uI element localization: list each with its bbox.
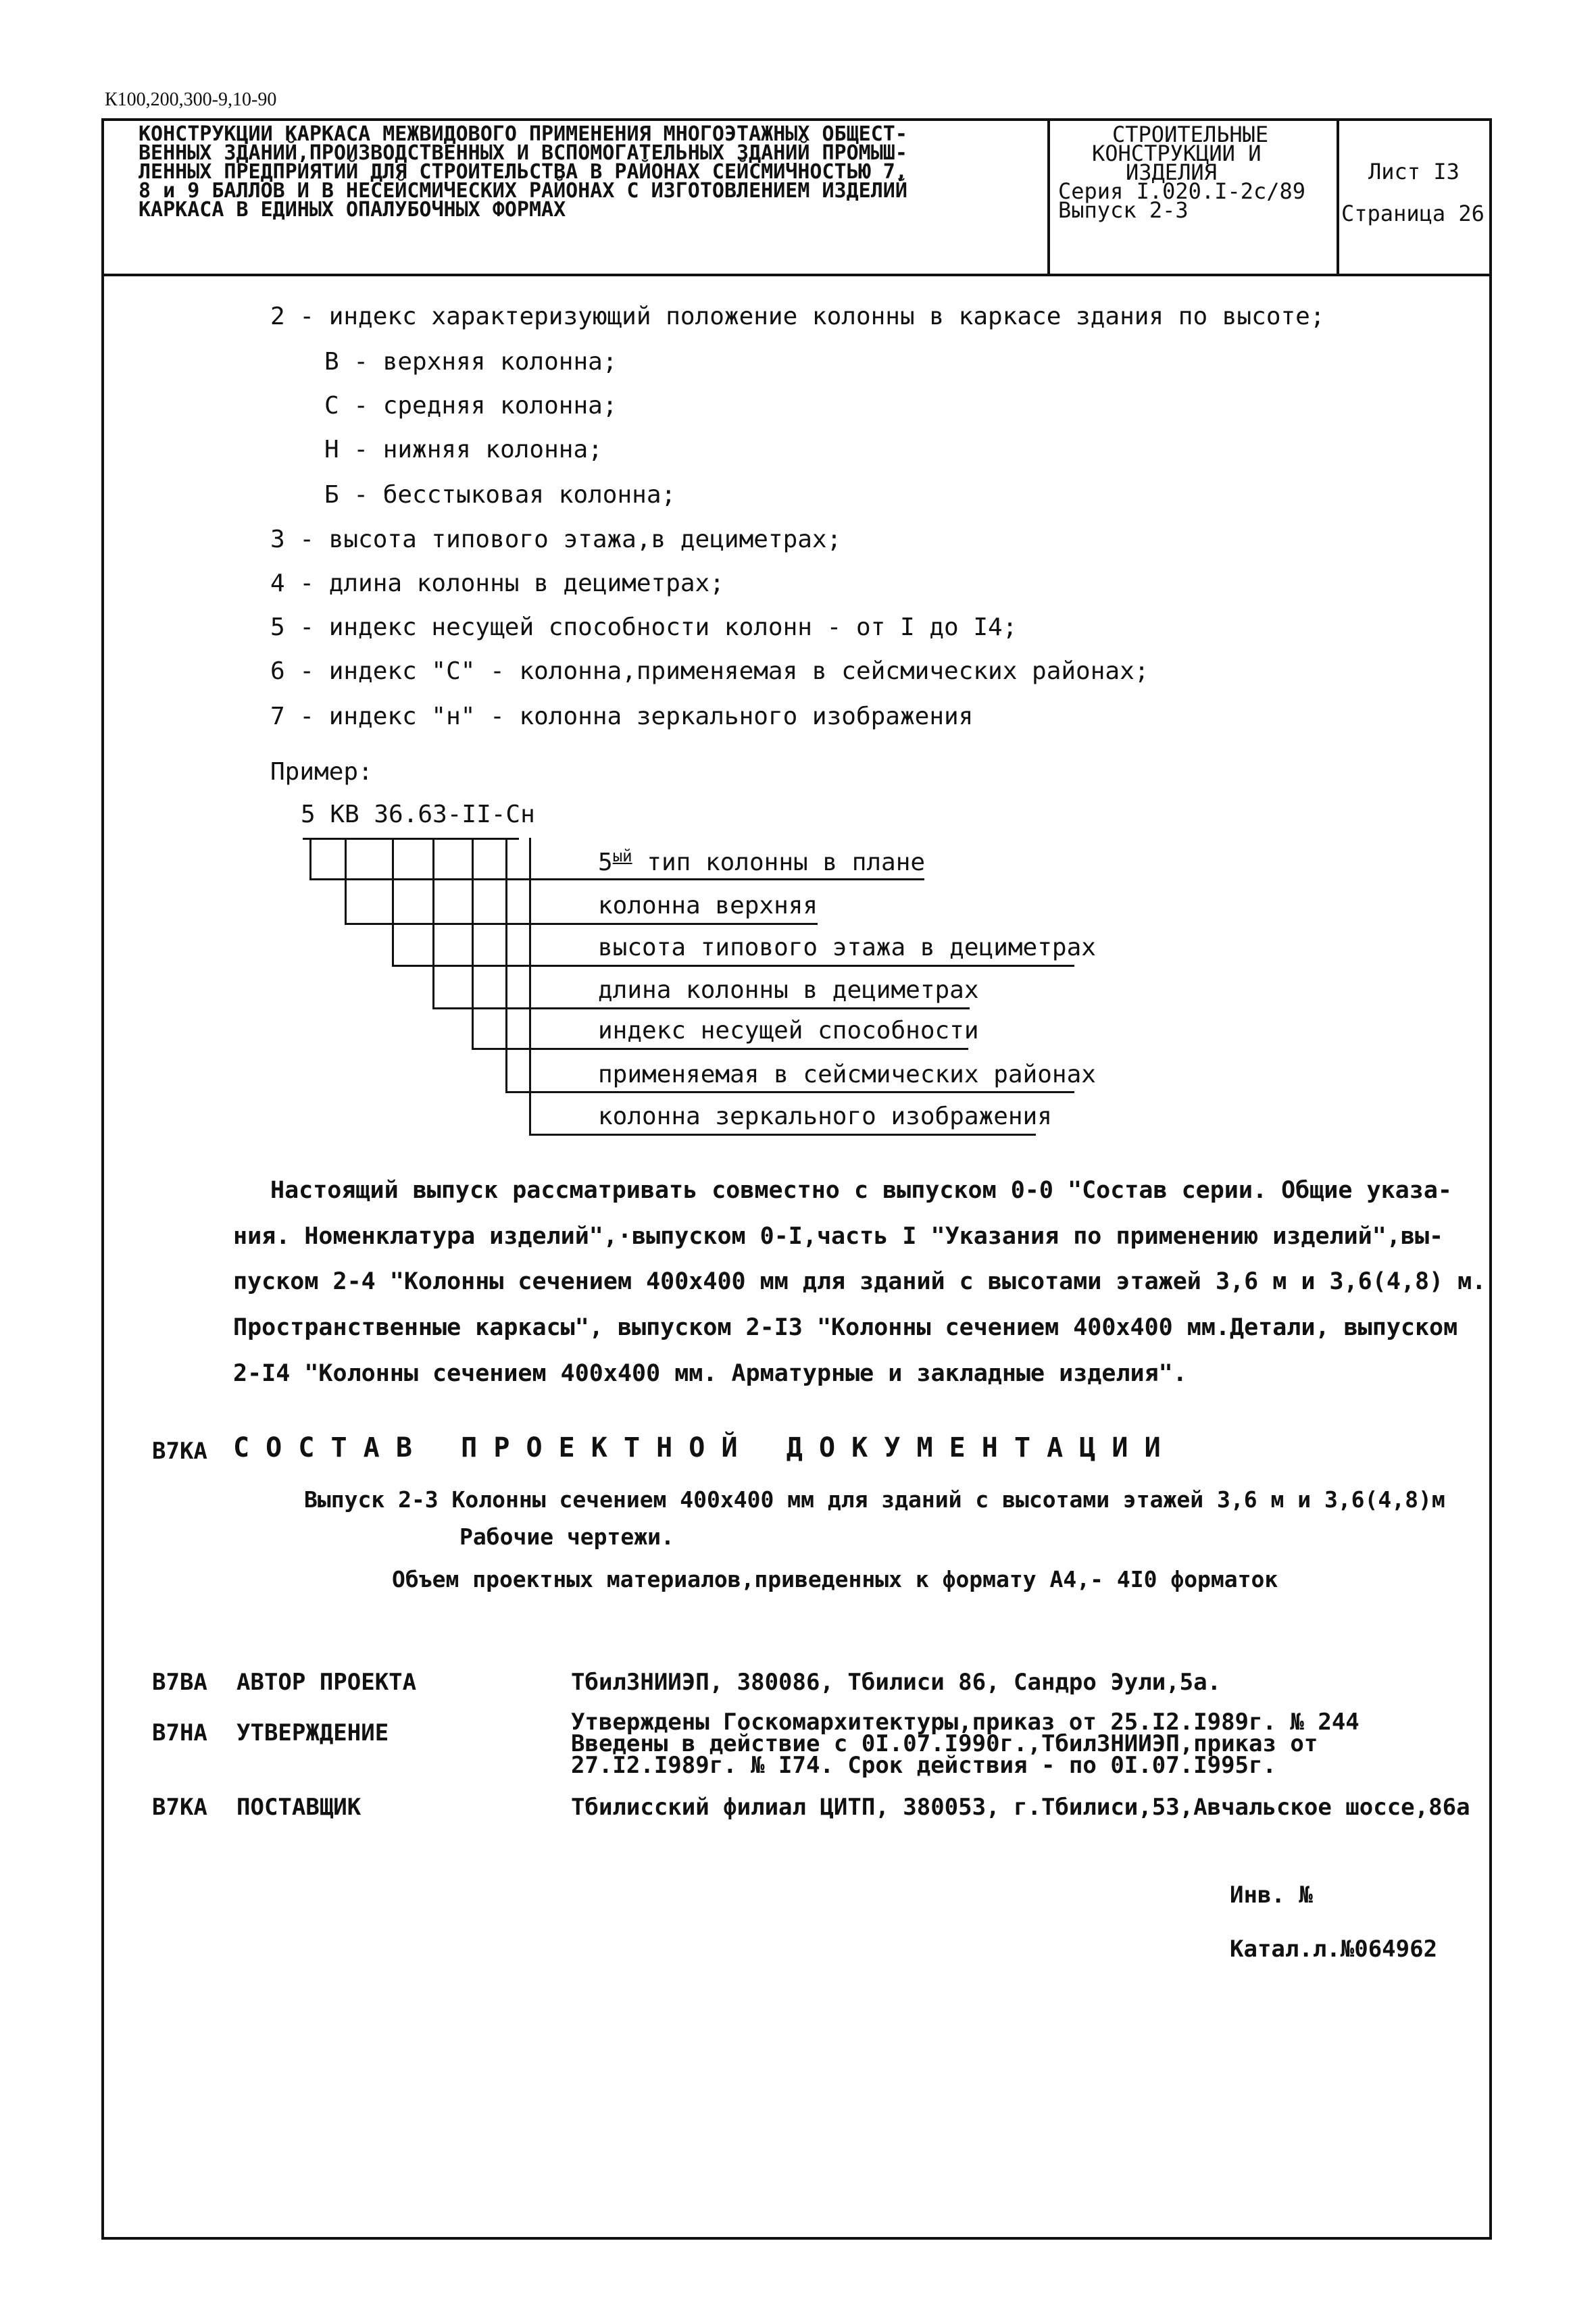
diagram-tick-bar — [303, 838, 519, 840]
header-title-line: 8 и 9 БАЛЛОВ И В НЕСЕЙСМИЧЕСКИХ РАЙОНАХ С ИЗГОТОВЛЕНИЕМ ИЗДЕЛИЙ — [139, 179, 907, 203]
inventory-number: Инв. № — [1230, 1882, 1313, 1909]
info-value-line: Введены в действие с 0I.07.I990г.,ТбилЗНИИЭП,приказ от — [571, 1730, 1318, 1757]
composition-line: Объем проектных материалов,приведенных к формату А4,- 4I0 форматок — [392, 1566, 1278, 1592]
page-number: Страница 26 — [1341, 201, 1485, 226]
header-column-divider — [1337, 118, 1339, 275]
issue-number: Выпуск 2-3 — [1058, 197, 1189, 223]
diagram-label: колонна зеркального изображения — [598, 1103, 1052, 1130]
composition-code: В7КА — [152, 1438, 207, 1465]
header-title — [139, 122, 907, 222]
example-code: 5 КВ 36.63-II-Сн — [301, 801, 535, 828]
diagram-connector — [392, 838, 394, 966]
diagram-label-text: тип колонны в плане — [632, 849, 926, 876]
series-number: Серия I.020.I-2с/89 — [1058, 178, 1306, 204]
paragraph-line: 2-I4 "Колонны сечением 400х400 мм. Арматурные и закладные изделия". — [233, 1360, 1187, 1387]
diagram-leader — [345, 923, 818, 925]
header-title-line: КОНСТРУКЦИИ КАРКАСА МЕЖВИДОВОГО ПРИМЕНЕНИЯ МНОГОЭТАЖНЫХ ОБЩЕСТ- — [139, 122, 907, 146]
legend-item: 5 - индекс несущей способности колонн - от I до I4; — [270, 613, 1018, 641]
diagram-leader — [472, 1048, 968, 1050]
series-line: СТРОИТЕЛЬНЫЕ — [1112, 122, 1269, 147]
example-label: Пример: — [270, 758, 373, 786]
header-title-line: ЛЕННЫХ ПРЕДПРИЯТИЙ ДЛЯ СТРОИТЕЛЬСТВА В РАЙОНАХ СЕЙСМИЧНОСТЬЮ 7, — [139, 160, 907, 184]
legend-item: 7 - индекс "н" - колонна зеркального изображения — [270, 703, 974, 730]
composition-line: Рабочие чертежи. — [459, 1524, 674, 1550]
header-series — [1058, 122, 1306, 223]
diagram-label: колонна верхняя — [598, 892, 818, 920]
legend-item: 3 - высота типового этажа,в дециметрах; — [270, 526, 842, 553]
info-code: В7КА — [152, 1794, 207, 1821]
legend-item: Н - нижняя колонна; — [324, 436, 603, 463]
legend-item: В - верхняя колонна; — [324, 348, 618, 376]
diagram-label: длина колонны в дециметрах — [598, 976, 979, 1004]
legend-item: Б - бесстыковая колонна; — [324, 481, 676, 509]
info-code: В7НА — [152, 1719, 207, 1746]
diagram-connector — [309, 838, 311, 880]
document-code: К100,200,300-9,10-90 — [105, 89, 277, 110]
diagram-leader — [432, 1007, 970, 1009]
diagram-leader — [309, 878, 924, 880]
series-line: ИЗДЕЛИЯ — [1126, 159, 1217, 185]
diagram-label-number: 5 — [598, 849, 613, 876]
info-label: АВТОР ПРОЕКТА — [236, 1669, 417, 1696]
series-line: КОНСТРУКЦИИ И — [1092, 141, 1262, 166]
info-code: В7ВА — [152, 1669, 207, 1696]
sheet-number: Лист I3 — [1368, 159, 1460, 184]
diagram-label: высота типового этажа в дециметрах — [598, 934, 1096, 961]
diagram-connector — [529, 838, 531, 1135]
diagram-leader — [392, 965, 1074, 967]
diagram-label-superscript: ый — [612, 847, 632, 865]
paragraph-line: ния. Номенклатура изделий",·выпуском 0-I,часть I "Указания по применению изделий",вы- — [233, 1223, 1444, 1250]
diagram-label — [598, 847, 925, 876]
paragraph-line: пуском 2-4 "Колонны сечением 400х400 мм для зданий с высотами этажей 3,6 м и 3,6(4,8) м. — [233, 1268, 1487, 1295]
legend-item: 6 - индекс "С" - колонна,применяемая в сейсмических районах; — [270, 657, 1149, 685]
diagram-label: индекс несущей способности — [598, 1017, 979, 1045]
info-label: ПОСТАВЩИК — [236, 1794, 361, 1821]
legend-item: 4 - длина колонны в дециметрах; — [270, 570, 724, 597]
legend-item: 2 - индекс характеризующий положение колонны в каркасе здания по высоте; — [270, 303, 1325, 330]
info-value: Тбилисский филиал ЦИТП, 380053, г.Тбилиси,53,Авчальское шоссе,86а — [571, 1794, 1470, 1821]
diagram-connector — [472, 838, 474, 1049]
info-label: УТВЕРЖДЕНИЕ — [236, 1719, 389, 1746]
info-value: ТбилЗНИИЭП, 380086, Тбилиси 86, Сандро Эули,5а. — [571, 1669, 1222, 1696]
header-column-divider — [1047, 118, 1050, 275]
composition-line: Выпуск 2-3 Колонны сечением 400х400 мм для зданий с высотами этажей 3,6 м и 3,6(4,8)м — [304, 1486, 1445, 1513]
composition-heading: С О С Т А В П Р О Е К Т Н О Й Д О К У М Е Н Т А Ц И И — [233, 1432, 1161, 1463]
diagram-leader — [529, 1134, 1036, 1136]
header-title-line: ВЕННЫХ ЗДАНИЙ,ПРОИЗВОДСТВЕННЫХ И ВСПОМОГАТЕЛЬНЫХ ЗДАНИЙ ПРОМЫШ- — [139, 141, 907, 165]
info-value — [571, 1709, 1360, 1779]
paragraph-line: Настоящий выпуск рассматривать совместно с выпуском 0-0 "Состав серии. Общие указа- — [270, 1177, 1452, 1204]
header-title-line: КАРКАСА В ЕДИНЫХ ОПАЛУБОЧНЫХ ФОРМАХ — [139, 198, 566, 222]
diagram-label: применяемая в сейсмических районах — [598, 1061, 1096, 1088]
diagram-connector — [345, 838, 347, 924]
diagram-leader — [505, 1091, 1074, 1093]
paragraph-line: Пространственные каркасы", выпуском 2-I3 "Колонны сечением 400х400 мм.Детали, выпуском — [233, 1314, 1458, 1341]
catalog-number: Катал.л.№064962 — [1230, 1936, 1438, 1963]
header-divider — [101, 274, 1492, 276]
info-value-line: Утверждены Госкомархитектуры,приказ от 25.I2.I989г. № 244 — [571, 1709, 1360, 1736]
legend-item: С - средняя колонна; — [324, 392, 618, 420]
info-value-line: 27.I2.I989г. № I74. Срок действия - по 0I.07.I995г. — [571, 1752, 1276, 1779]
